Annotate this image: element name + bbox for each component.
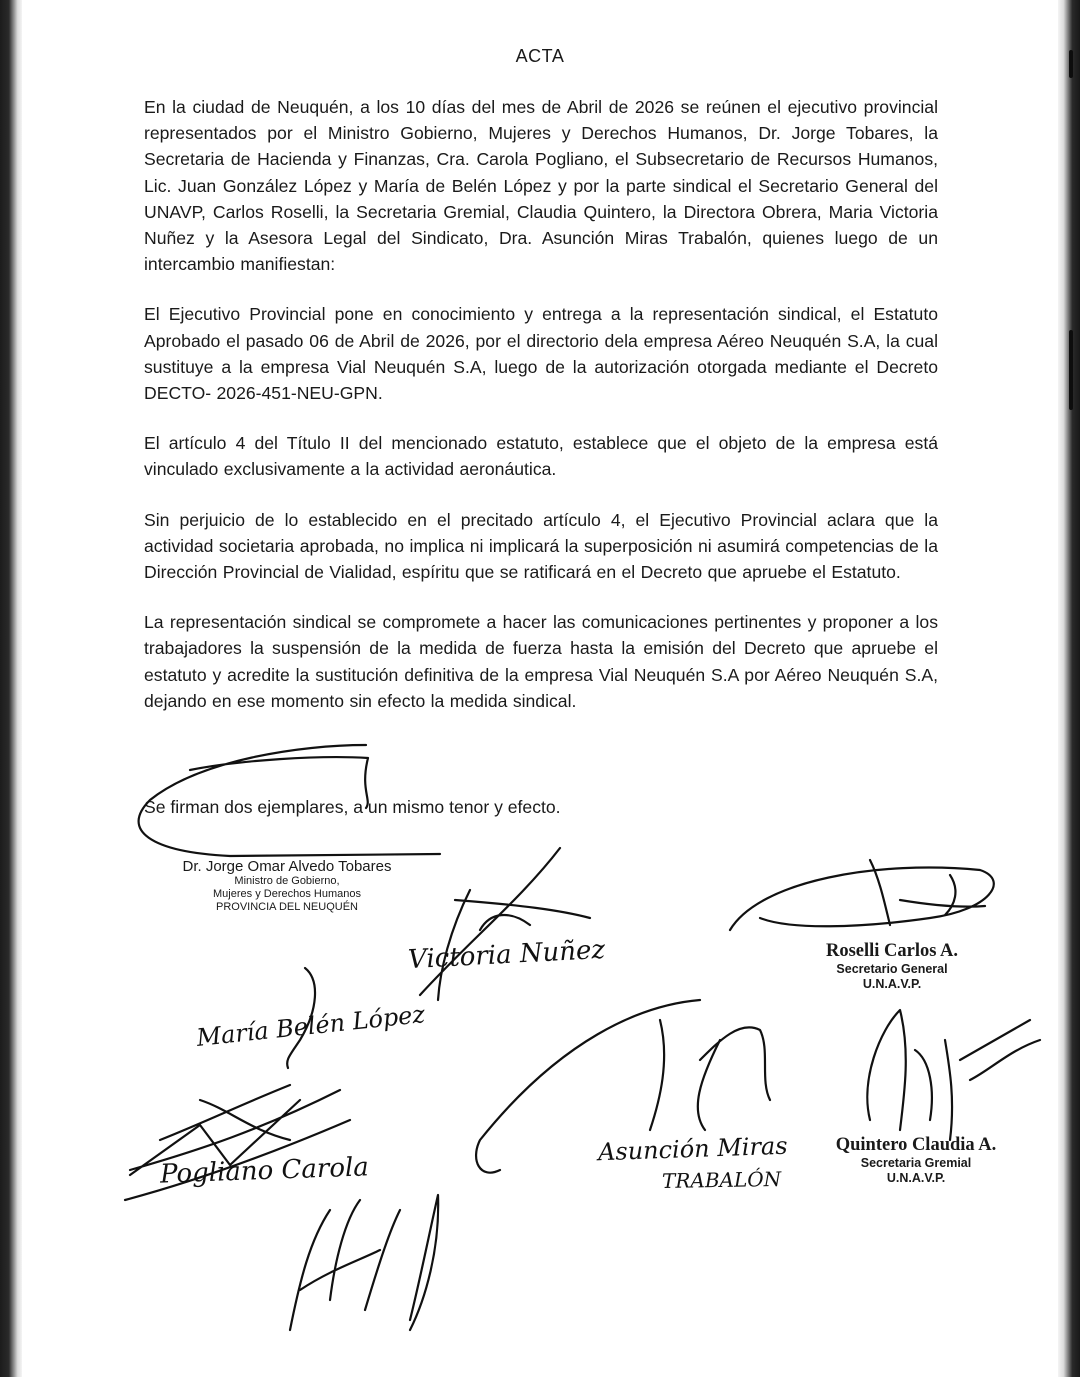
signature-block-tobares <box>172 858 402 913</box>
signatory-name: Dr. Jorge Omar Alvedo Tobares <box>182 858 392 875</box>
signatory-title: U.N.A.V.P. <box>886 1170 946 1185</box>
scan-border-left <box>0 0 22 1377</box>
handwritten-pogliano: Pogliano Carola <box>159 1152 370 1190</box>
signatory-title: Secretaria Gremial <box>860 1156 972 1171</box>
handwritten-nunez: Victoria Nuñez <box>407 934 606 976</box>
document-body <box>144 94 938 738</box>
paragraph-estatuto: El Ejecutivo Provincial pone en conocimiento y entrega a la representación sindical, el Estatuto Aprobado el pasado 06 de Abril de 2026, por el directorio dela empresa Aéreo Neuquén S.A, la cual sustituye a la empresa Vial Neuquén S.A, luego de la autorización otorgada mediante el Decreto DECTO- 2026-451-NEU-GPN. <box>144 304 938 404</box>
paragraph-compromiso: La representación sindical se compromete a hacer las comunicaciones pertinentes y proponer a los trabajadores la suspensión de la medida de fuerza hasta la emisión del Decreto que apruebe el estatuto y acredite la sustitución definitiva de la empresa Vial Neuquén S.A por Aéreo Neuquén S.A, dejando en ese momento sin efecto la medida sindical. <box>144 612 938 711</box>
document-title: ACTA <box>515 46 565 66</box>
signature-block-roselli <box>794 941 990 991</box>
paragraph-articulo: El artículo 4 del Título II del mencionado estatuto, establece que el objeto de la empresa está vinculado exclusivamente a la actividad aeronáutica. <box>144 433 938 480</box>
paragraph-opening: En la ciudad de Neuquén, a los 10 días del mes de Abril de 2026 se reúnen el ejecutivo provincial representados por el Ministro Gobierno, Mujeres y Derechos Humanos, Dr. Jorge Tobares, la Secretaria de Hacienda y Finanzas, Cra. Carola Pogliano, el Subsecretario de Recursos Humanos, Lic. Juan González López y María de Belén López y por la parte sindical el Secretario General del UNAVP, Carlos Roselli, la Secretaria Gremial, Claudia Quintero, la Directora Obrera, Maria Victoria Nuñez y la Asesora Legal del Sindicato, Dra. Asunción Miras Trabalón, quienes luego de un intercambio manifiestan: <box>144 97 938 275</box>
handwritten-trabalon: TRABALÓN <box>661 1166 782 1194</box>
handwritten-lopez: María Belén López <box>195 1000 427 1052</box>
closing-statement: Se firman dos ejemplares, a un mismo tenor y efecto. <box>144 797 561 817</box>
signatory-title: Ministro de Gobierno, <box>234 875 340 888</box>
signatory-name: Quintero Claudia A. <box>835 1135 997 1155</box>
scan-mark <box>1069 330 1073 410</box>
signatory-title: Mujeres y Derechos Humanos <box>213 887 361 900</box>
paragraph-vialidad: Sin perjuicio de lo establecido en el precitado artículo 4, el Ejecutivo Provincial aclara que la actividad societaria aprobada, no implica ni implicará la superposición ni asumirá competencias de la Dirección Provincial de Vialidad, espíritu que se ratificará en el Decreto que apruebe el Estatuto. <box>144 509 938 583</box>
signatory-title: Secretario General <box>836 962 948 977</box>
handwritten-asuncion: Asunción Miras <box>597 1131 788 1167</box>
signatory-title: U.N.A.V.P. <box>862 976 922 991</box>
signature-block-quintero <box>818 1135 1014 1185</box>
scan-border-right <box>1058 0 1080 1377</box>
signatory-title: PROVINCIA DEL NEUQUÉN <box>215 900 358 913</box>
signatory-name: Roselli Carlos A. <box>825 941 959 961</box>
scan-mark <box>1069 50 1073 78</box>
